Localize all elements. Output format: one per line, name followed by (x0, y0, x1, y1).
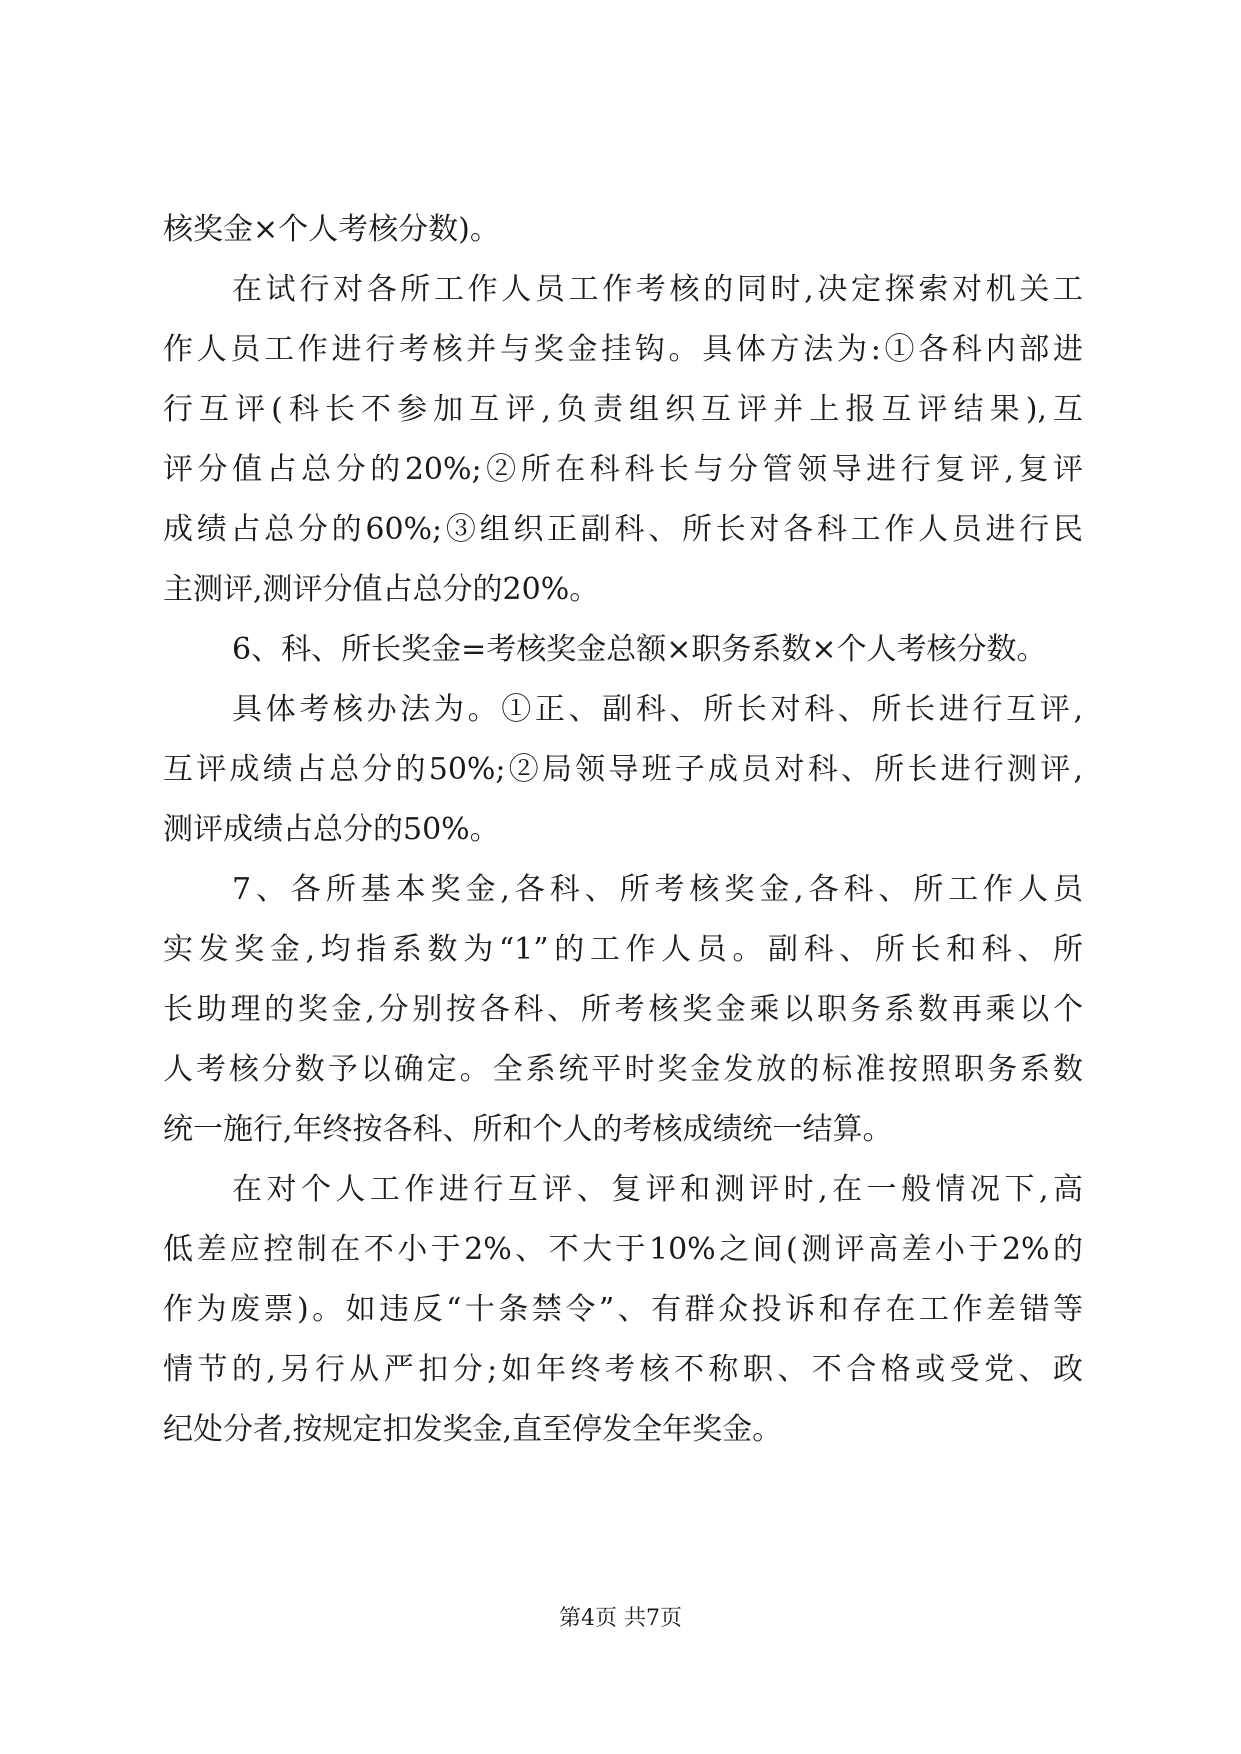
paragraph-line: 情节的,另行从严扣分;如年终考核不称职、不合格或受党、政 (163, 1352, 1083, 1387)
paragraph-line: 测评成绩占总分的50%。 (163, 812, 500, 847)
paragraph-line: 核奖金×个人考核分数)。 (163, 212, 500, 247)
paragraph-line: 7、各所基本奖金,各科、所考核奖金,各科、所工作人员 (232, 872, 1083, 907)
paragraph-line: 成绩占总分的60%;③组织正副科、所长对各科工作人员进行民 (163, 512, 1083, 547)
paragraph-line: 人考核分数予以确定。全系统平时奖金发放的标准按照职务系数 (163, 1052, 1083, 1087)
paragraph-line: 主测评,测评分值占总分的20%。 (163, 572, 600, 607)
paragraph-line: 具体考核办法为。①正、副科、所长对科、所长进行互评, (232, 692, 1083, 727)
paragraph-line: 长助理的奖金,分别按各科、所考核奖金乘以职务系数再乘以个 (163, 992, 1083, 1027)
paragraph-line: 互评成绩占总分的50%;②局领导班子成员对科、所长进行测评, (163, 752, 1083, 787)
paragraph-line: 在对个人工作进行互评、复评和测评时,在一般情况下,高 (232, 1172, 1083, 1207)
page-number-footer: 第4页 共7页 (559, 1606, 682, 1631)
paragraph-line: 实发奖金,均指系数为“1”的工作人员。副科、所长和科、所 (163, 932, 1083, 967)
paragraph-line: 评分值占总分的20%;②所在科科长与分管领导进行复评,复评 (163, 452, 1083, 487)
paragraph-line: 6、科、所长奖金=考核奖金总额×职务系数×个人考核分数。 (232, 632, 1047, 667)
paragraph-line: 低差应控制在不小于2%、不大于10%之间(测评高差小于2%的 (163, 1232, 1083, 1267)
paragraph-line: 在试行对各所工作人员工作考核的同时,决定探索对机关工 (232, 272, 1083, 307)
paragraph-line: 作人员工作进行考核并与奖金挂钩。具体方法为:①各科内部进 (163, 332, 1083, 367)
paragraph-line: 行互评(科长不参加互评,负责组织互评并上报互评结果),互 (163, 392, 1083, 427)
paragraph-line: 作为废票)。如违反“十条禁令”、有群众投诉和存在工作差错等 (163, 1292, 1083, 1327)
paragraph-line: 统一施行,年终按各科、所和个人的考核成绩统一结算。 (163, 1112, 893, 1147)
paragraph-line: 纪处分者,按规定扣发奖金,直至停发全年奖金。 (163, 1412, 783, 1447)
